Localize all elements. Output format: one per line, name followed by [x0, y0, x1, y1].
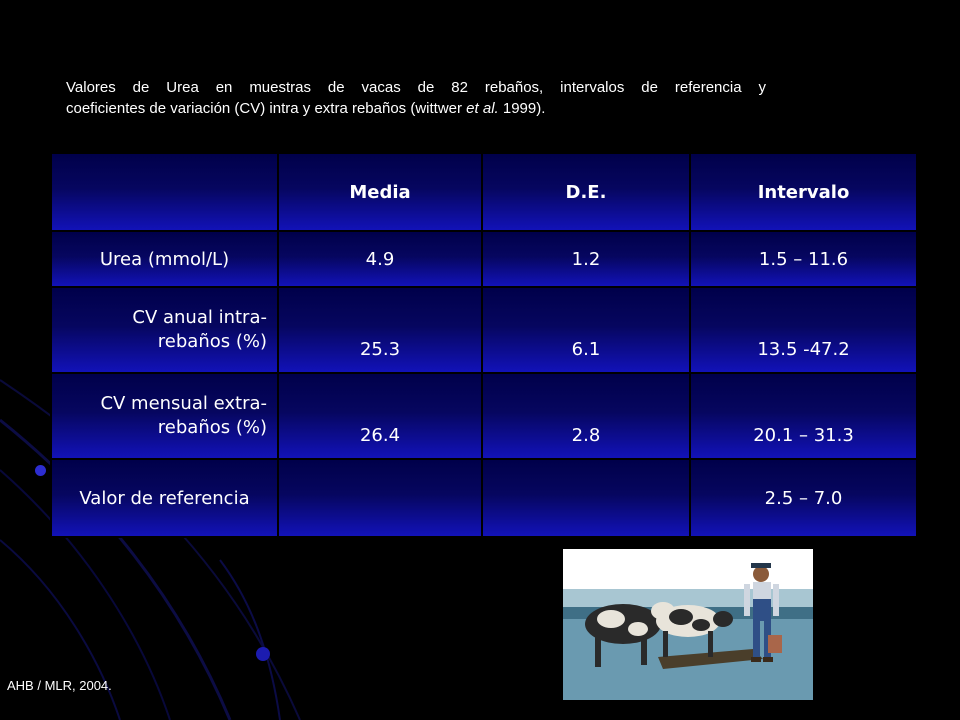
caption-line-2-start: coeficientes de variación (CV) intra y extra rebaños (wittwer	[66, 100, 467, 117]
row-label	[51, 373, 278, 459]
bullet-dot	[35, 465, 46, 476]
table-row	[51, 373, 917, 459]
cell-de: 2.8	[482, 373, 690, 459]
cell-de: 1.2	[482, 231, 690, 287]
row-label-line-2: rebaños (%)	[157, 417, 267, 438]
table-caption	[66, 77, 766, 119]
cell-media: 4.9	[278, 231, 482, 287]
caption-line-2-end: 1999).	[498, 100, 546, 117]
caption-line-2	[66, 98, 766, 119]
row-label-line-1: CV anual intra-	[132, 307, 267, 328]
urea-table	[50, 152, 918, 538]
row-label: Valor de referencia	[51, 459, 278, 537]
header-de: D.E.	[482, 153, 690, 231]
table-row	[51, 459, 917, 537]
cell-media: 25.3	[278, 287, 482, 373]
cell-intervalo: 20.1 – 31.3	[690, 373, 917, 459]
row-label	[51, 287, 278, 373]
header-empty	[51, 153, 278, 231]
cell-de	[482, 459, 690, 537]
table-row	[51, 231, 917, 287]
header-media: Media	[278, 153, 482, 231]
row-label-line-1: CV mensual extra-	[100, 393, 267, 414]
row-label: Urea (mmol/L)	[51, 231, 278, 287]
cell-intervalo: 13.5 -47.2	[690, 287, 917, 373]
header-intervalo: Intervalo	[690, 153, 917, 231]
farmer-cows-illustration	[563, 549, 813, 700]
table-row	[51, 287, 917, 373]
cell-media	[278, 459, 482, 537]
table-header-row	[51, 153, 917, 231]
cell-media: 26.4	[278, 373, 482, 459]
caption-line-1: Valores de Urea en muestras de vacas de 82 rebaños, intervalos de referencia y	[66, 79, 766, 96]
cell-intervalo: 2.5 – 7.0	[690, 459, 917, 537]
cell-de: 6.1	[482, 287, 690, 373]
cell-intervalo: 1.5 – 11.6	[690, 231, 917, 287]
row-label-line-2: rebaños (%)	[157, 331, 267, 352]
caption-italic: et al.	[466, 100, 499, 117]
footer-credit: AHB / MLR, 2004.	[7, 678, 112, 693]
